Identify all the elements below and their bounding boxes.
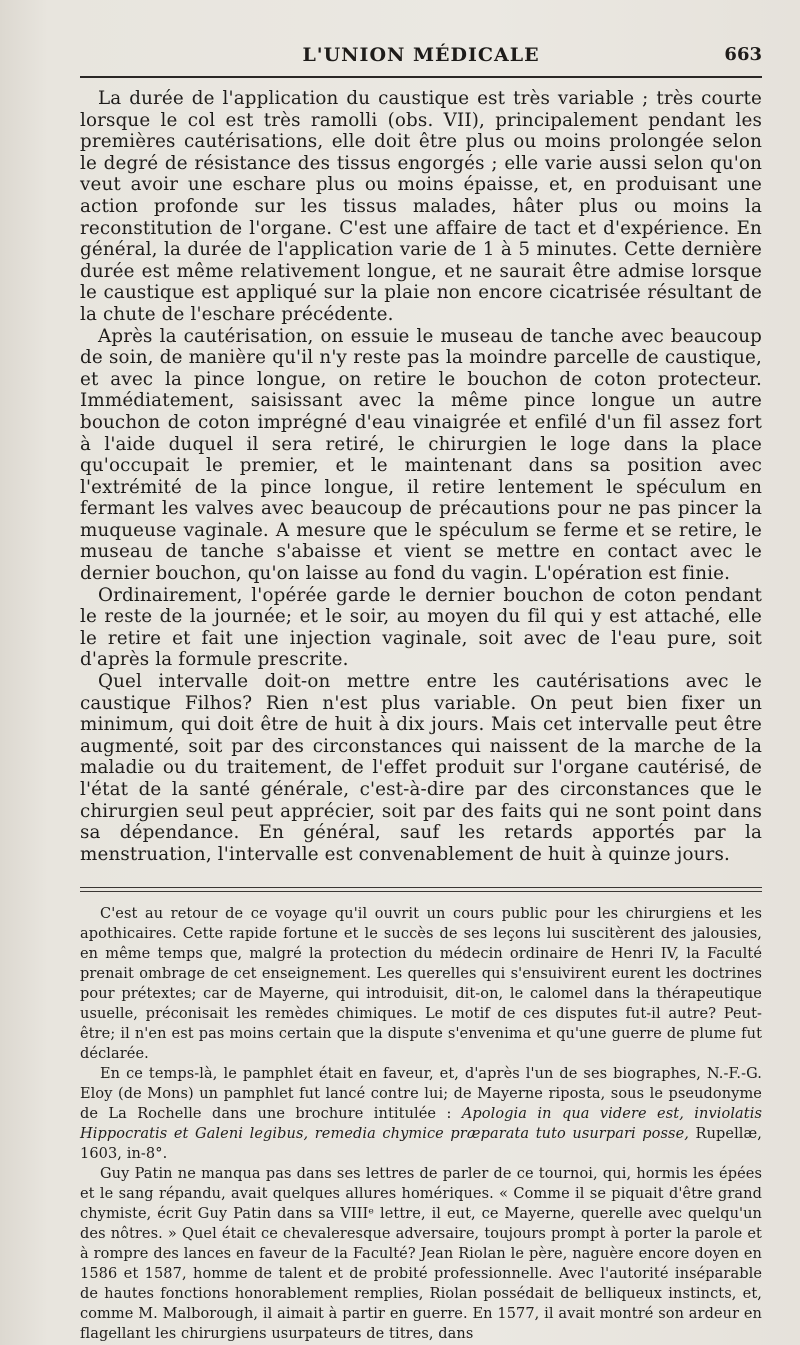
main-text <box>80 88 762 865</box>
body-paragraph: La durée de l'application du caustique est très variable ; très courte lorsque le col est très ramolli (obs. VII), principalement pendant les premières cautérisations, elle doit être plus ou moins prolongée selon le degré de résistance des tissus engorgés ; elle varie aussi selon qu'on veut avoir une eschare plus ou moins épaisse, et, en produisant une action profonde sur les tissus malades, hâter plus ou moins la reconstitution de l'organe. C'est une affaire de tact et d'expérience. En général, la durée de l'application varie de 1 à 5 minutes. Cette dernière durée est même relativement longue, et ne saurait être admise lorsque le caustique est appliqué sur la plaie non encore cicatrisée résultant de la chute de l'eschare précédente. <box>80 88 762 325</box>
body-paragraph: Quel intervalle doit-on mettre entre les cautérisations avec le caustique Filhos? Rien n'est plus variable. On peut bien fixer un minimum, qui doit être de huit à dix jours. Mais cet intervalle peut être augmenté, soit par des circonstances qui naissent de la marche de la maladie ou du traitement, de l'effet produit sur l'organe cautérisé, de l'état de la santé générale, c'est-à-dire par des circonstances que le chirurgien seul peut apprécier, soit par des faits qui ne sont point dans sa dépendance. En général, sauf les retards apportés par la menstruation, l'intervalle est convenablement de huit à quinze jours. <box>80 671 762 865</box>
footnote-text: En ce temps-là, le pamphlet était en faveur, et, d'après l'un de ses biographes, N.-F.-G. Eloy (de Mons) un pamphlet fut lancé contre lui; de Mayerne riposta, sous le pseudonyme de La Rochelle dans une brochure intitulée : <box>80 1066 762 1123</box>
italic-book-title: Apologia in qua videre est, inviolatis Hippocratis et Galeni legibus, remedia chymice præparata tuto usurpari posse, <box>80 1106 763 1143</box>
body-paragraph: Ordinairement, l'opérée garde le dernier bouchon de coton pendant le reste de la journée; et le soir, au moyen du fil qui y est attaché, elle le retire et fait une injection vaginale, soit avec de l'eau pure, soit d'après la formule prescrite. <box>80 584 762 671</box>
footnote-paragraph: Guy Patin ne manqua pas dans ses lettres de parler de ce tournoi, qui, hormis les épées et le sang répandu, avait quelques allures homériques. « Comme il se piquait d'être grand chymiste, écrit Guy Patin dans sa VIIIᵉ lettre, il eut, ce Mayerne, querelle avec quelqu'un des nôtres. » Quel était ce chevaleresque adversaire, toujours prompt à porter la parole et à rompre des lances en faveur de la Faculté? Jean Riolan le père, naguère encore doyen en 1586 et 1587, homme de talent et de probité professionnelle. Avec l'autorité inséparable de hautes fonctions honorablement remplies, Riolan possédait de belliqueux instincts, et, comme M. Malborough, il aimait à partir en guerre. En 1577, il avait montré son ardeur en flagellant les chirurgiens usurpateurs de titres, dans <box>80 1166 762 1343</box>
page-number: 663 <box>724 44 762 65</box>
running-title: L'UNION MÉDICALE <box>302 44 540 66</box>
footnotes <box>80 904 762 1344</box>
footnote-text: Rupellæ, 1603, in-8°. <box>80 1126 762 1163</box>
footnote-paragraph <box>80 1064 762 1164</box>
footnote-separator <box>80 887 762 892</box>
body-paragraph: Après la cautérisation, on essuie le museau de tanche avec beaucoup de soin, de manière qu'il n'y reste pas la moindre parcelle de caustique, et avec la pince longue, on retire le bouchon de coton protecteur. Immédiatement, saisissant avec la même pince longue un autre bouchon de coton imprégné d'eau vinaigrée et enfilé d'un fil assez fort à l'aide duquel il sera retiré, le chirurgien le loge dans la place qu'occupait le premier, et le maintenant dans sa position avec l'extrémité de la pince longue, il retire lentement le spéculum en fermant les valves avec beaucoup de précautions pour ne pas pincer la muqueuse vaginale. A mesure que le spéculum se ferme et se retire, le museau de tanche s'abaisse et vient se mettre en contact avec le dernier bouchon, qu'on laisse au fond du vagin. L'opération est finie. <box>80 325 762 585</box>
page-header <box>80 44 762 76</box>
footnote-paragraph: C'est au retour de ce voyage qu'il ouvrit un cours public pour les chirurgiens et les apothicaires. Cette rapide fortune et le succès de ses leçons lui suscitèrent des jalousies, en même temps que, malgré la protection du médecin ordinaire de Henri IV, la Faculté prenait ombrage de cet enseignement. Les querelles qui s'ensuivirent eurent les doctrines pour prétextes; car de Mayerne, qui introduisit, dit-on, le calomel dans la thérapeutique usuelle, préconisait les remèdes chimiques. Le motif de ces disputes fut-il autre? Peut-être; il n'en est pas moins certain que la dispute s'envenima et qu'une guerre de plume fut déclarée. <box>80 906 762 1063</box>
header-rule <box>80 76 762 78</box>
